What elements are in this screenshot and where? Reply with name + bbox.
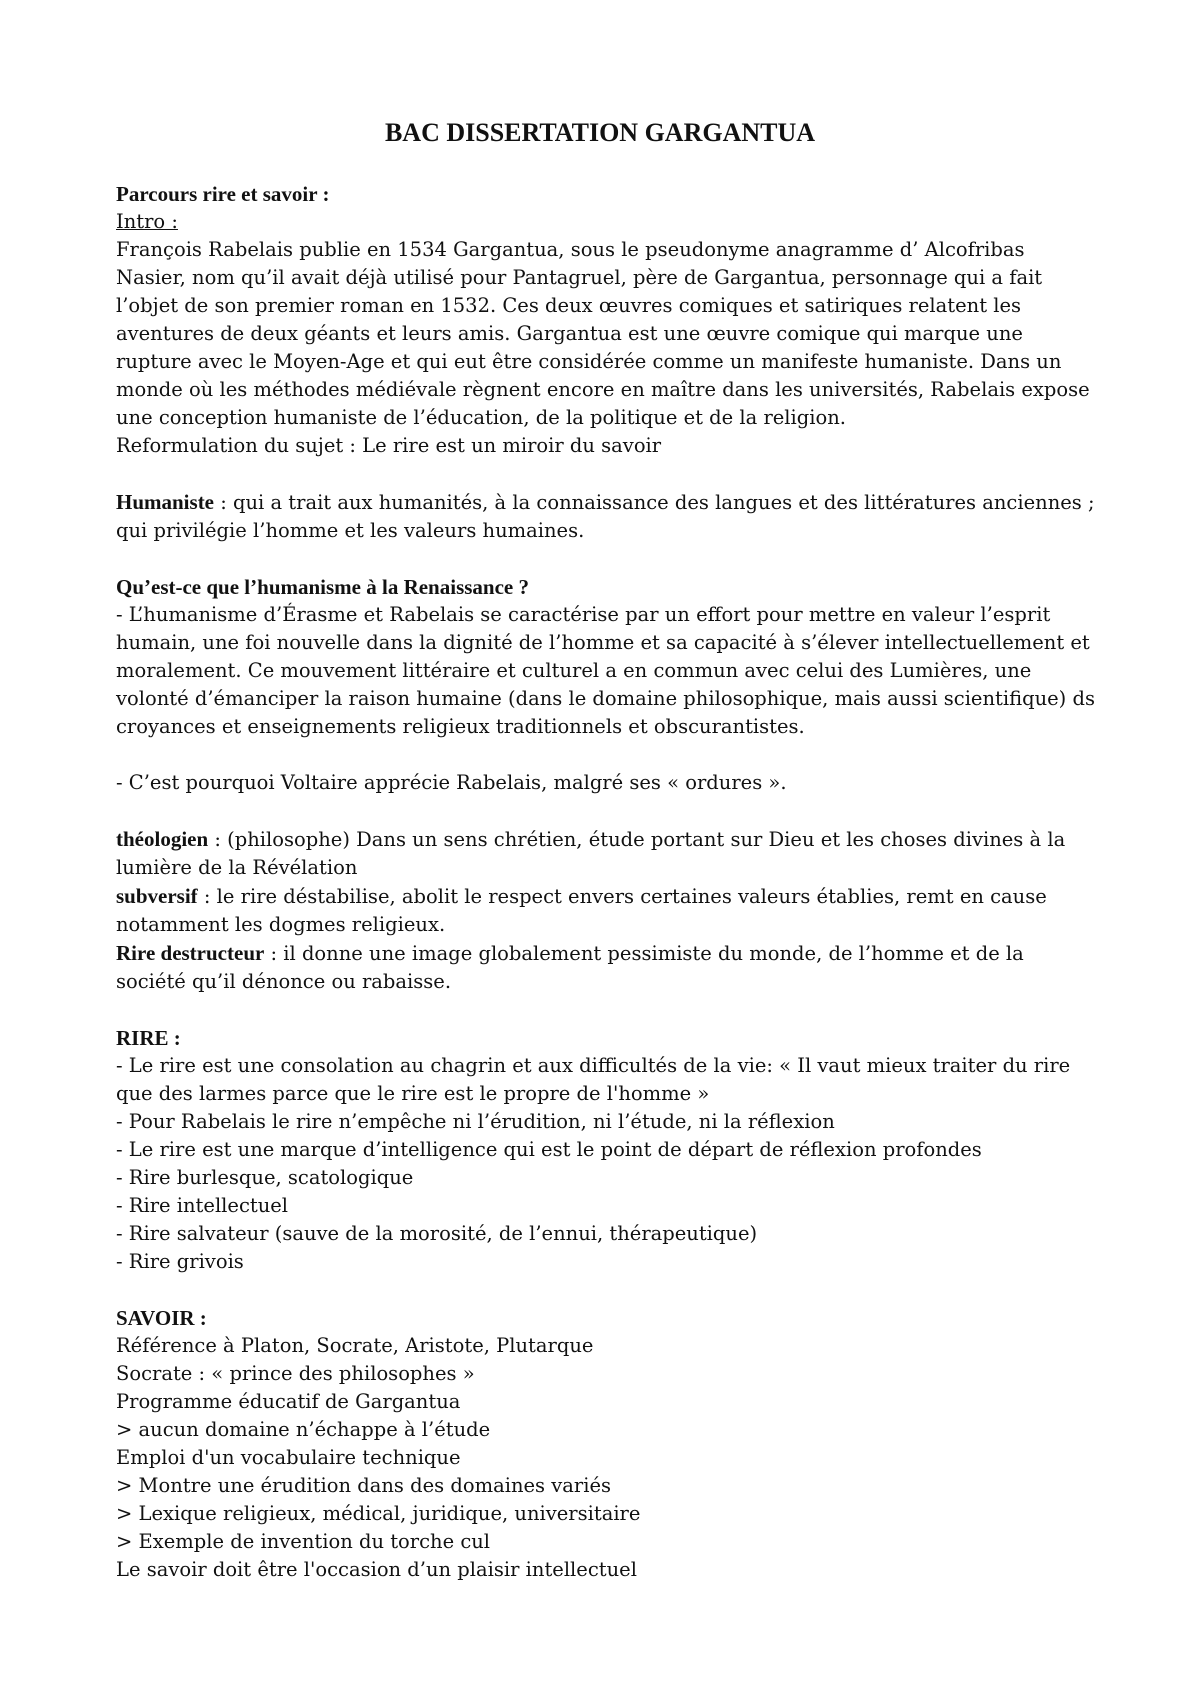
list-item: Programme éducatif de Gargantua: [116, 1390, 461, 1413]
rire-destructeur-term: Rire destructeur: [116, 941, 265, 965]
humaniste-text: : qui a trait aux humanités, à la connaissance des langues et des littératures anciennes ; qui privilégie l’homme et les valeurs humaines.: [116, 491, 1095, 542]
list-item: - Le rire est une consolation au chagrin et aux difficultés de la vie: « Il vaut mieux traiter du rire que des larmes parce que le rire est le propre de l'homme »: [116, 1054, 1071, 1105]
document-title: BAC DISSERTATION GARGANTUA: [384, 118, 816, 147]
list-item: - Rire burlesque, scatologique: [116, 1166, 414, 1189]
list-item: Socrate : « prince des philosophes »: [116, 1362, 475, 1385]
theologien-term: théologien: [116, 827, 209, 851]
list-item: - Rire grivois: [116, 1250, 244, 1273]
subversif-definition: [116, 882, 1096, 939]
humaniste-definition: [116, 488, 1096, 545]
intro-paragraph: François Rabelais publie en 1534 Gargantua, sous le pseudonyme anagramme d’ Alcofribas Nasier, nom qu’il avait déjà utilisé pour Pantagruel, père de Gargantua, personnage qui a fait l’objet de son premier roman en 1532. Ces deux œuvres comiques et satiriques relatent les aventures de deux géants et leurs amis. Gargantua est une œuvre comique qui marque une rupture avec le Moyen-Age et qui eut être considérée comme un manifeste humaniste. Dans un monde où les méthodes médiévale règnent encore en maître dans les universités, Rabelais expose une conception humaniste de l’éducation, de la politique et de la religion.: [116, 238, 1090, 429]
list-item: - Rire salvateur (sauve de la morosité, de l’ennui, thérapeutique): [116, 1222, 758, 1245]
savoir-heading: SAVOIR :: [116, 1306, 207, 1330]
subversif-text: : le rire déstabilise, abolit le respect envers certaines valeurs établies, remt en cause notamment les dogmes religieux.: [116, 885, 1047, 936]
rire-heading: RIRE :: [116, 1026, 181, 1050]
voltaire-line: - C’est pourquoi Voltaire apprécie Rabelais, malgré ses « ordures ».: [116, 771, 787, 794]
theologien-definition: [116, 825, 1096, 882]
list-item: Référence à Platon, Socrate, Aristote, Plutarque: [116, 1334, 594, 1357]
intro-label: Intro :: [116, 210, 178, 233]
rire-destructeur-definition: [116, 939, 1096, 996]
list-item: Emploi d'un vocabulaire technique: [116, 1446, 461, 1469]
list-item: - Le rire est une marque d’intelligence qui est le point de départ de réflexion profondes: [116, 1138, 982, 1161]
list-item: > Lexique religieux, médical, juridique, universitaire: [116, 1502, 641, 1525]
theologien-text: : (philosophe) Dans un sens chrétien, étude portant sur Dieu et les choses divines à la lumière de la Révélation: [116, 828, 1066, 879]
list-item: > aucun domaine n’échappe à l’étude: [116, 1418, 491, 1441]
subversif-term: subversif: [116, 884, 198, 908]
rire-destructeur-text: : il donne une image globalement pessimiste du monde, de l’homme et de la société qu’il dénonce ou rabaisse.: [116, 942, 1024, 993]
list-item: Le savoir doit être l'occasion d’un plaisir intellectuel: [116, 1558, 637, 1581]
list-item: - Pour Rabelais le rire n’empêche ni l’érudition, ni l’étude, ni la réflexion: [116, 1110, 835, 1133]
document-body: [116, 180, 1096, 1584]
list-item: > Exemple de invention du torche cul: [116, 1530, 491, 1553]
list-item: - Rire intellectuel: [116, 1194, 289, 1217]
humaniste-term: Humaniste: [116, 490, 215, 514]
reformulation-line: Reformulation du sujet : Le rire est un miroir du savoir: [116, 434, 662, 457]
humanisme-paragraph: - L’humanisme d’Érasme et Rabelais se caractérise par un effort pour mettre en valeur l’esprit humain, une foi nouvelle dans la dignité de l’homme et sa capacité à s’élever intellectuellement et moralement. Ce mouvement littéraire et culturel a en commun avec celui des Lumières, une volonté d’émanciper la raison humaine (dans le domaine philosophique, mais aussi scientifique) ds croyances et enseignements religieux traditionnels et obscurantistes.: [116, 603, 1095, 738]
humanisme-question-heading: Qu’est-ce que l’humanisme à la Renaissance ?: [116, 575, 529, 599]
list-item: > Montre une érudition dans des domaines variés: [116, 1474, 611, 1497]
parcours-heading: Parcours rire et savoir :: [116, 182, 330, 206]
